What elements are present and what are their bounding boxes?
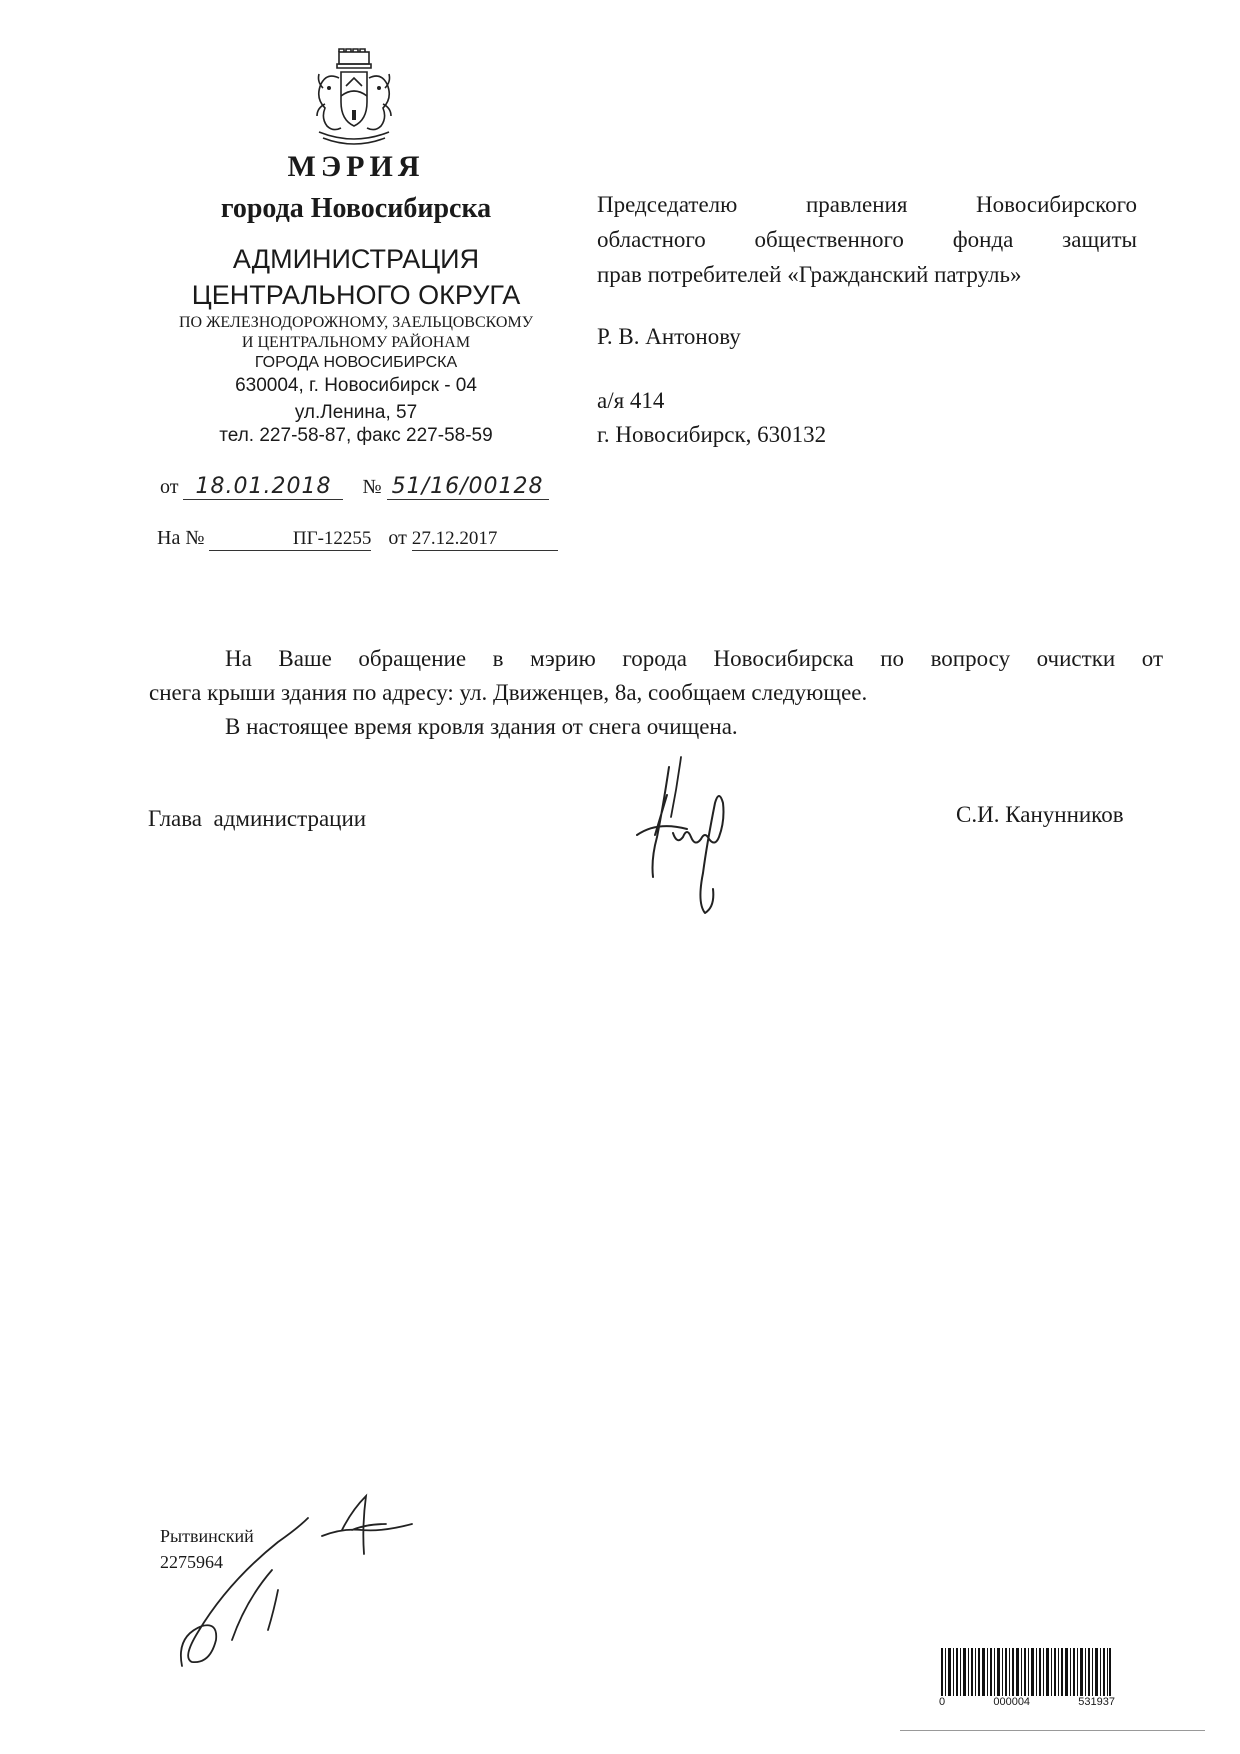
address-line-2: ул.Ленина, 57 bbox=[294, 402, 418, 423]
reply-date-label: от bbox=[388, 527, 407, 549]
recipient-line-2: областного общественного фонда защиты bbox=[597, 227, 1137, 252]
novosibirsk-coat-of-arms-icon bbox=[313, 48, 395, 152]
reply-date: 27.12.2017 bbox=[412, 528, 558, 551]
barcode-digits-left: 0 bbox=[939, 1696, 946, 1708]
handwritten-signature bbox=[625, 755, 745, 925]
footer-rule bbox=[900, 1730, 1205, 1731]
outgoing-registration bbox=[160, 474, 549, 500]
recipient-line-1: Председателю правления Новосибирского bbox=[597, 192, 1137, 217]
mayor-office-title: МЭРИЯ bbox=[287, 150, 425, 183]
initials-scribble bbox=[172, 1490, 432, 1680]
number-label: № bbox=[362, 476, 382, 498]
date-label: от bbox=[160, 476, 179, 498]
body-paragraph-1-line-2: снега крыши здания по адресу: ул. Движенцев, 8а, сообщаем следующее. bbox=[149, 680, 868, 705]
recipient-city-zip: г. Новосибирск, 630132 bbox=[597, 422, 827, 447]
outgoing-date: 18.01.2018 bbox=[183, 474, 343, 500]
body-paragraph-1-line-1: На Ваше обращение в мэрию города Новосибирска по вопросу очистки от bbox=[225, 646, 1163, 671]
outgoing-number: 51/16/00128 bbox=[387, 474, 549, 500]
executor-phone: 2275964 bbox=[160, 1552, 223, 1572]
recipient-name: Р. В. Антонову bbox=[597, 324, 741, 349]
reply-label: На № bbox=[157, 527, 205, 549]
reply-number: ПГ-12255 bbox=[209, 528, 371, 551]
signatory-position: Глава администрации bbox=[148, 806, 367, 831]
body-paragraph-2: В настоящее время кровля здания от снега очищена. bbox=[225, 714, 738, 739]
barcode-digits-mid: 000004 bbox=[993, 1696, 1031, 1708]
districts-line-3: ГОРОДА НОВОСИБИРСКА bbox=[254, 354, 458, 371]
signatory-name: С.И. Канунников bbox=[956, 802, 1124, 827]
recipient-po-box: а/я 414 bbox=[597, 388, 665, 413]
city-name: города Новосибирска bbox=[220, 193, 492, 224]
executor-name: Рытвинский bbox=[160, 1526, 254, 1546]
barcode bbox=[941, 1648, 1111, 1696]
districts-line-2: И ЦЕНТРАЛЬНОМУ РАЙОНАМ bbox=[241, 334, 471, 351]
address-line-1: 630004, г. Новосибирск - 04 bbox=[235, 375, 477, 396]
phone-fax-line: тел. 227-58-87, факс 227-58-59 bbox=[219, 425, 493, 446]
barcode-digits bbox=[939, 1696, 1115, 1708]
districts-line-1: ПО ЖЕЛЕЗНОДОРОЖНОМУ, ЗАЕЛЬЦОВСКОМУ bbox=[178, 314, 534, 331]
reply-reference bbox=[157, 527, 558, 551]
recipient-line-3: прав потребителей «Гражданский патруль» bbox=[597, 262, 1022, 287]
barcode-digits-right: 531937 bbox=[1078, 1696, 1115, 1708]
administration-title: АДМИНИСТРАЦИЯ bbox=[232, 244, 480, 274]
district-title: ЦЕНТРАЛЬНОГО ОКРУГА bbox=[191, 280, 521, 310]
